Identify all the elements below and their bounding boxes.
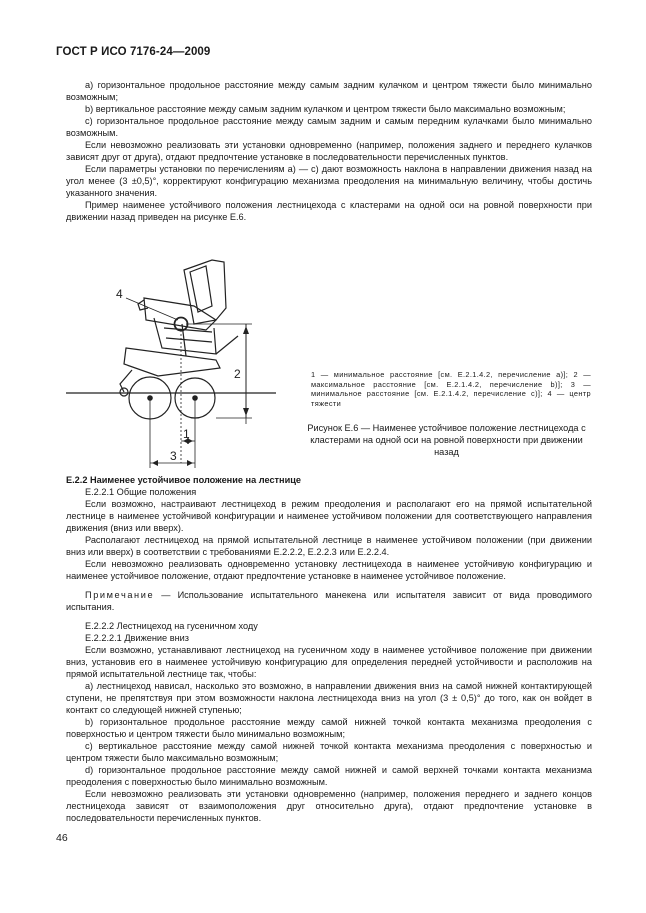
subsection-heading: Е.2.2.1 Общие положения [85,487,197,497]
paragraph: Если возможно, настраивают лестницеход в режим преодоления и располагают его на прямой испытательной лестнице в наименее устойчивой конфигурации и наименее устойчивом положении для соответствующего направления движения (вниз или вверх). [66,499,592,533]
seat [144,298,216,330]
page-number: 46 [56,832,68,844]
page-header: ГОСТ Р ИСО 7176-24—2009 [56,46,211,58]
section-heading: Е.2.2 Наименее устойчивое положение на лестнице [66,475,302,485]
paragraph: Если возможно, устанавливают лестницеход на гусеничном ходу в наименее устойчивое положение при движении вниз, установив его в наименее устойчивую конфигурацию для определения передней устойчивости и расположив на прямой испытательной лестнице так, чтобы: [66,645,592,679]
item-d: d) горизонтальное продольное расстояние между самой нижней и самой верхней точками контакта механизма преодоления с поверхностью было минимально возможным. [66,765,592,787]
item-c: с) вертикальное расстояние между самой нижней точкой контакта механизма преодоления с поверхностью и центром тяжести было максимально возможным; [66,741,592,763]
item-a: а) лестницеход нависал, насколько это возможно, в направлении движения вниз на самой нижней контактирующей ступени, не препятствуя при этом возможности наклона лестницехода вниз на угол (3 ± 0,5)° до того, как он войдет в контакт со следующей нижней ступенью; [66,681,592,715]
seat-back [184,260,226,324]
stair-climber-drawing [66,258,316,470]
note [66,589,592,613]
paragraph: Если невозможно реализовать эти установки одновременно (например, положения переднего и заднего концов лестницехода зависят от взаимоположения друг относительно друга), отдают предпочтение установке в последовательности перечисленных пунктов. [66,789,592,823]
subsection-heading: Е.2.2.2 Лестницеход на гусеничном ходу [85,621,258,631]
figure-legend: 1 — минимальное расстояние [см. Е.2.1.4.2, перечисление а)]; 2 — максимальное расстояние [см. Е.2.1.4.2, перечисление b)]; 3 — минимальное расстояние [см. Е.2.1.4.2, перечисление с)]; 4 — центр тяжести [311,370,591,408]
item-b: b) вертикальное расстояние между самым задним кулачком и центром тяжести было максимально возможным; [85,104,566,114]
item-b: b) горизонтальное продольное расстояние между самой нижней точкой контакта механизма преодоления с поверхностью и центром тяжести было минимально возможным; [66,717,592,739]
paragraph: Пример наименее устойчивого положения лестницехода с кластерами на одной оси на ровной поверхности при движении назад приведен на рисунке Е.6. [66,200,592,222]
paragraph: Если невозможно реализовать эти установки одновременно (например, положения заднего и переднего кулачков зависят друг от друга), отдают предпочтение установке в последовательности перечисленных пунктов. [66,140,592,162]
figure-e6 [66,258,316,470]
note-label: Примечание [85,590,155,600]
item-a: а) горизонтальное продольное расстояние между самым задним кулачком и центром тяжести было минимально возможным; [66,80,592,102]
label-4: 4 [116,287,123,301]
top-text-block [66,79,592,223]
note-text: — Использование испытательного манекена или испытателя зависит от вида проводимого испытания. [66,590,592,612]
subsection-heading: Е.2.2.2.1 Движение вниз [85,633,189,643]
paragraph: Если параметры установки по перечислениям а) — с) дают возможность наклона в направлении движения назад на угол менее (3 ±0,5)°, корректируют конфигурацию механизма преодоления на минимальную величину, чтобы достичь указанного значения. [66,164,592,198]
section-e22 [66,474,592,824]
figure-caption: Рисунок Е.6 — Наименее устойчивое положение лестницехода с кластерами на одной оси на ровной поверхности при движении назад [307,423,586,457]
label-1: 1 [183,427,190,441]
label-2: 2 [234,367,241,381]
item-c: с) горизонтальное продольное расстояние между самым задним и самым передним кулачками было минимально возможным. [66,116,592,138]
label-3: 3 [170,449,177,463]
paragraph: Если невозможно реализовать одновременно установку лестницехода в наименее устойчивую конфигурацию и наименее устойчивое положение, отдают предпочтение установке в наименее устойчивое положение. [66,559,592,581]
paragraph: Располагают лестницеход на прямой испытательной лестнице в наименее устойчивом положении (при движении вниз или вверх) в соответствии с требованиями Е.2.2.2, Е.2.2.3 или Е.2.2.4. [66,535,592,557]
